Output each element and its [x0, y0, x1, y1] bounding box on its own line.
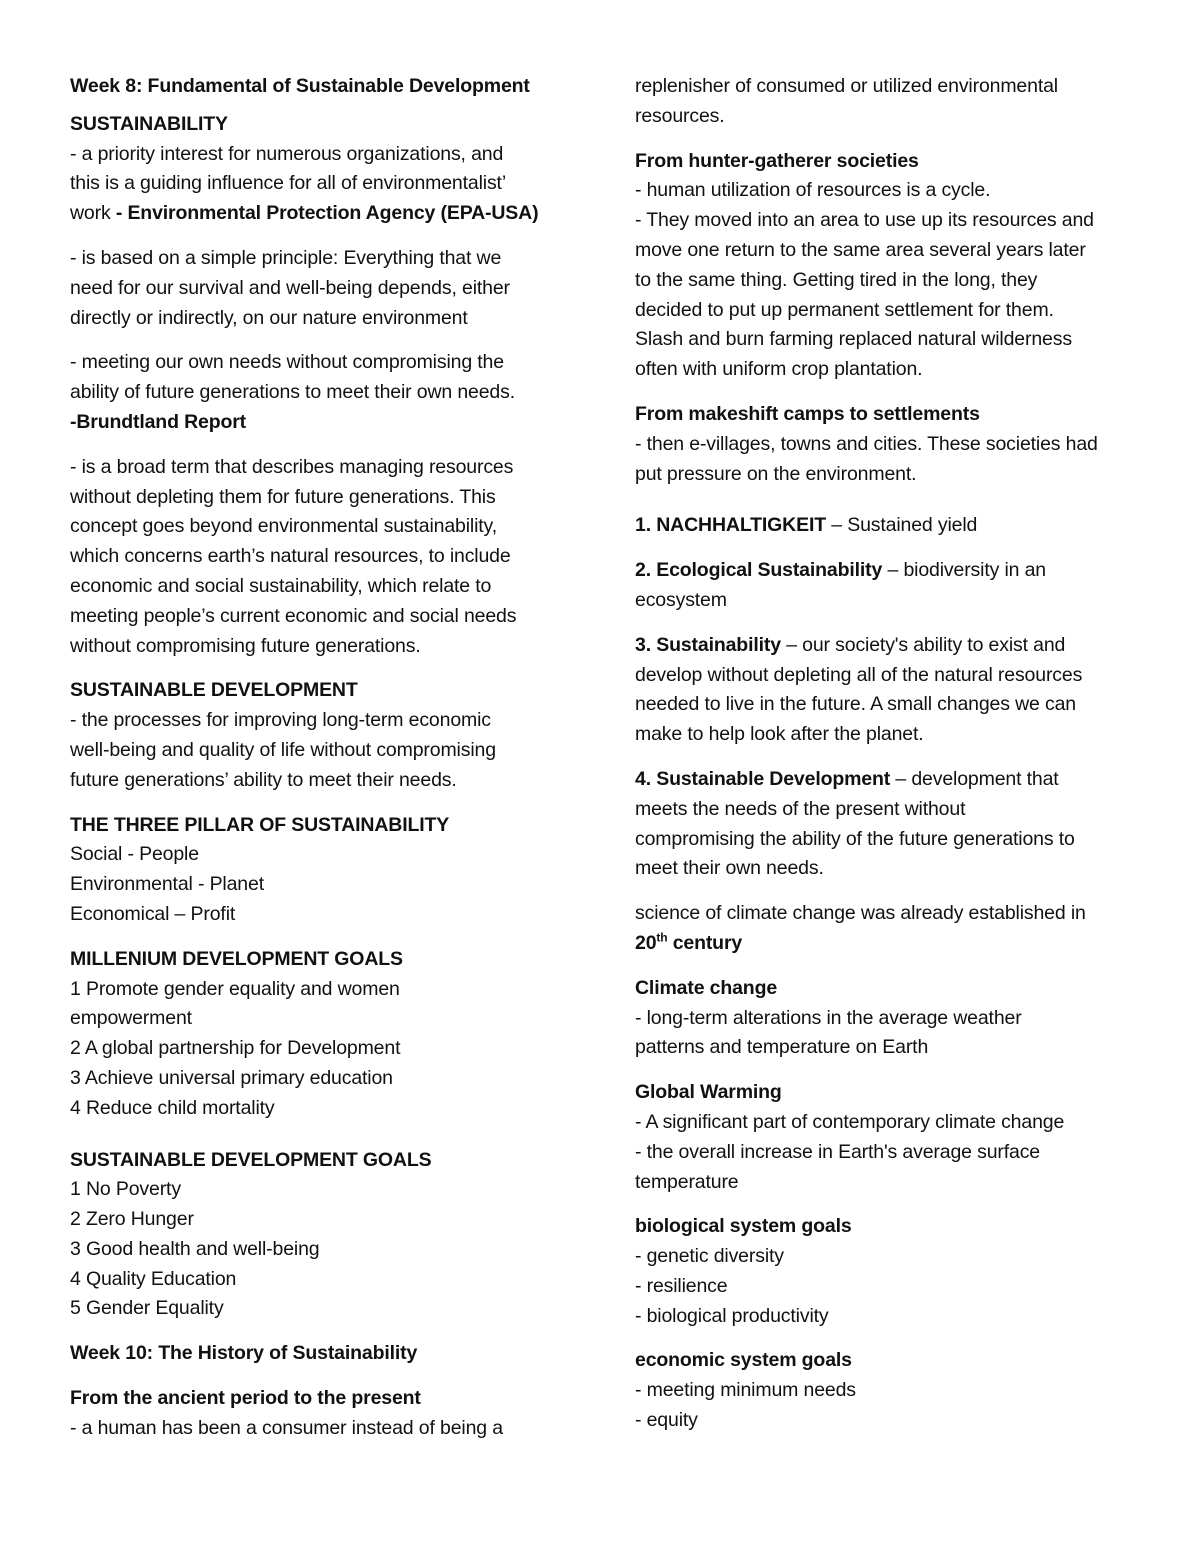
sustainability-p3 — [70, 348, 590, 437]
epa-source: - Environmental Protection Agency (EPA-USA) — [115, 202, 539, 225]
climate-change-heading: Climate change — [635, 976, 778, 999]
sdg-section — [70, 1146, 590, 1325]
hunter-gatherer-line: move one return to the same area several years later — [635, 238, 1086, 261]
hunter-gatherer-section — [635, 147, 1155, 385]
sdg-item: 3 Good health and well-being — [70, 1237, 320, 1260]
mdg-section — [70, 945, 590, 1124]
three-pillars-section — [70, 811, 590, 930]
climate-change-line: patterns and temperature on Earth — [635, 1036, 929, 1059]
right-column — [635, 72, 1155, 1451]
makeshift-line: put pressure on the environment. — [635, 462, 917, 485]
economic-goal-item: - meeting minimum needs — [635, 1379, 856, 1402]
sustainability-p2 — [70, 244, 590, 333]
sustainability-p4-line: concept goes beyond environmental sustainability, — [70, 515, 497, 538]
definition-line — [635, 631, 1155, 661]
ancient-period-heading: From the ancient period to the present — [70, 1387, 421, 1410]
definition-term: 1. NACHHALTIGKEIT — [635, 514, 827, 537]
biological-goal-item: - resilience — [635, 1274, 728, 1297]
definition-text: – our society's ability to exist and — [780, 633, 1066, 656]
mdg-item: 4 Reduce child mortality — [70, 1096, 275, 1119]
economic-goals-heading: economic system goals — [635, 1349, 852, 1372]
sustainable-development-line: - the processes for improving long-term economic — [70, 709, 491, 732]
ancient-period-continued — [635, 72, 1155, 132]
definition-term: 2. Ecological Sustainability — [635, 559, 883, 582]
definition-line: ecosystem — [635, 588, 727, 611]
science-line: science of climate change was already established in — [635, 902, 1086, 925]
definition-line — [635, 511, 1155, 541]
century-suffix: th — [656, 930, 668, 945]
sustainability-p3-line: ability of future generations to meet their own needs. — [70, 381, 515, 404]
sdg-item: 1 No Poverty — [70, 1178, 181, 1201]
global-warming-line: - the overall increase in Earth's average surface — [635, 1140, 1040, 1163]
sustainability-p4-line: which concerns earth’s natural resources, to include — [70, 545, 511, 568]
definition-line: make to help look after the planet. — [635, 723, 924, 746]
sustainability-p2-line: - is based on a simple principle: Everything that we — [70, 246, 502, 269]
ancient-period-line: replenisher of consumed or utilized environmental — [635, 75, 1058, 97]
week10-title-block — [70, 1339, 590, 1369]
hunter-gatherer-line: often with uniform crop plantation. — [635, 358, 923, 381]
definition-line: meets the needs of the present without — [635, 797, 966, 820]
week10-title: Week 10: The History of Sustainability — [70, 1342, 418, 1365]
sustainability-p1-text: work — [70, 202, 116, 225]
definition-3 — [635, 631, 1155, 750]
definition-term: 3. Sustainability — [635, 633, 781, 656]
sustainability-p1-line — [70, 199, 590, 229]
sustainability-p3-line: - meeting our own needs without compromising the — [70, 351, 504, 374]
mdg-item: empowerment — [70, 1007, 192, 1030]
sustainability-p4-line: meeting people’s current economic and social needs — [70, 604, 517, 627]
hunter-gatherer-line: - They moved into an area to use up its resources and — [635, 209, 1094, 232]
definition-4 — [635, 765, 1155, 884]
hunter-gatherer-line: decided to put up permanent settlement for them. — [635, 298, 1054, 321]
century-line — [635, 929, 1155, 959]
definition-text: – development that — [890, 767, 1059, 790]
sdg-heading: SUSTAINABLE DEVELOPMENT GOALS — [70, 1148, 432, 1171]
hunter-gatherer-line: to the same thing. Getting tired in the long, they — [635, 268, 1038, 291]
definition-line: develop without depleting all of the natural resources — [635, 663, 1083, 686]
century-word: century — [667, 931, 743, 954]
climate-change-section — [635, 974, 1155, 1063]
sustainability-p4-line: economic and social sustainability, which relate to — [70, 574, 492, 597]
sustainability-section — [70, 110, 590, 229]
ancient-period-line: - a human has been a consumer instead of being a — [70, 1416, 503, 1439]
pillar-item: Environmental - Planet — [70, 873, 264, 896]
biological-goals-section — [635, 1212, 1155, 1331]
makeshift-heading: From makeshift camps to settlements — [635, 402, 980, 425]
sustainable-development-section — [70, 676, 590, 795]
definition-line: compromising the ability of the future generations to — [635, 827, 1075, 850]
climate-change-line: - long-term alterations in the average weather — [635, 1006, 1022, 1029]
sustainability-heading: SUSTAINABILITY — [70, 112, 228, 135]
definition-line — [635, 765, 1155, 795]
sustainable-development-heading: SUSTAINABLE DEVELOPMENT — [70, 679, 358, 702]
global-warming-section — [635, 1078, 1155, 1197]
definition-line — [635, 556, 1155, 586]
economic-goal-item: - equity — [635, 1409, 698, 1432]
hunter-gatherer-line: - human utilization of resources is a cycle. — [635, 179, 991, 202]
mdg-heading: MILLENIUM DEVELOPMENT GOALS — [70, 947, 403, 970]
sustainability-p4-line: without depleting them for future generations. This — [70, 485, 496, 508]
global-warming-line: temperature — [635, 1170, 739, 1193]
sustainable-development-line: future generations’ ability to meet their needs. — [70, 768, 457, 791]
century-number: 20 — [635, 931, 657, 954]
sustainability-p4-line: - is a broad term that describes managing resources — [70, 455, 514, 478]
biological-goals-heading: biological system goals — [635, 1215, 852, 1238]
pillar-item: Economical – Profit — [70, 902, 236, 925]
economic-goals-section — [635, 1346, 1155, 1435]
pillar-item: Social - People — [70, 843, 199, 866]
global-warming-line: - A significant part of contemporary climate change — [635, 1110, 1065, 1133]
makeshift-line: - then e-villages, towns and cities. These societies had — [635, 432, 1098, 455]
week8-title: Week 8: Fundamental of Sustainable Development — [70, 75, 530, 97]
sdg-item: 2 Zero Hunger — [70, 1208, 194, 1231]
mdg-item: 3 Achieve universal primary education — [70, 1066, 393, 1089]
sdg-item: 4 Quality Education — [70, 1267, 237, 1290]
definition-text: – Sustained yield — [826, 514, 978, 537]
hunter-gatherer-line: Slash and burn farming replaced natural wilderness — [635, 328, 1072, 351]
brundtland-source: -Brundtland Report — [70, 410, 247, 433]
sustainability-p1-line: - a priority interest for numerous organizations, and — [70, 142, 504, 165]
definition-term: 4. Sustainable Development — [635, 767, 891, 790]
three-pillars-heading: THE THREE PILLAR OF SUSTAINABILITY — [70, 813, 450, 836]
biological-goal-item: - biological productivity — [635, 1304, 829, 1327]
mdg-item: 2 A global partnership for Development — [70, 1037, 401, 1060]
global-warming-heading: Global Warming — [635, 1081, 782, 1104]
sustainability-p2-line: need for our survival and well-being depends, either — [70, 276, 510, 299]
sustainable-development-line: well-being and quality of life without compromising — [70, 738, 496, 761]
sustainability-p4 — [70, 453, 590, 662]
sustainability-p4-line: without compromising future generations. — [70, 634, 421, 657]
makeshift-section — [635, 400, 1155, 489]
ancient-period-line: resources. — [635, 104, 725, 127]
definition-2 — [635, 556, 1155, 616]
left-column — [70, 72, 590, 1459]
hunter-gatherer-heading: From hunter-gatherer societies — [635, 149, 919, 172]
definition-line: needed to live in the future. A small changes we can — [635, 693, 1076, 716]
definition-line: meet their own needs. — [635, 857, 824, 880]
sustainability-p2-line: directly or indirectly, on our nature environment — [70, 306, 468, 329]
definition-1 — [635, 511, 1155, 541]
definition-text: – biodiversity in an — [882, 559, 1046, 582]
science-note — [635, 899, 1155, 959]
sdg-item: 5 Gender Equality — [70, 1297, 224, 1320]
week8-title-block — [70, 72, 590, 102]
ancient-period-section — [70, 1384, 590, 1444]
sustainability-p1-line: this is a guiding influence for all of environmentalist’ — [70, 172, 507, 195]
mdg-item: 1 Promote gender equality and women — [70, 977, 400, 1000]
biological-goal-item: - genetic diversity — [635, 1245, 784, 1268]
